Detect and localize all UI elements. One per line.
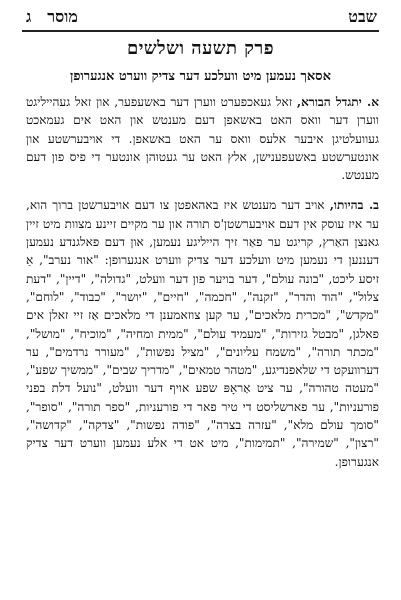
paragraph-text: זאל געאכפערט ווערן דער באשעפער, און זאל געהייליגט ווערן דער וואס האט באשאפן דעם מענטש און האט אים געמאכט געוועלטיגן איבער אלעס וואס ער האט באשאפן. די אויבערשטע און אונטערשטע באשעפענישן, אלץ האט ער געטוהן אונטער די פיס פון דעם מענטש. [26, 95, 379, 183]
header-page-letter: ג [26, 7, 32, 26]
header-left-group [26, 7, 78, 27]
paragraph-lead: א. יתגדל הבורא, [296, 95, 379, 109]
paragraph-alef [26, 93, 379, 184]
body-text [26, 93, 379, 588]
paragraph-lead: ב. בהיותו, [329, 198, 379, 213]
chapter-subtitle: אסאך נעמען מיט וועלכע דער צדיק ווערט אנגערופן [70, 69, 331, 84]
paragraph-bet [26, 196, 379, 470]
header-book-title: שבט [348, 7, 377, 26]
header-section-title: מוסר [47, 7, 78, 26]
running-header [26, 6, 377, 28]
chapter-title: פרק תשעה ושלשים [126, 38, 275, 59]
paragraph-text: אויב דער מענטש איז באהאפטן צו דעם אויבערשטן ברוך הוא, ער איז עוסק אין דעם אויבערשטן'ס תורה און ער מקיים זיינע מצוות מיט זיין גאנצן האַרץ, קריגט ער פאַר זיך הייליגע נעמען, און דעם פאלגנדע נעמען דעננען די נעמען מיט וועלכע דער צדיק ווערט אנגערופן: "אור נערב", אַ זיסע ליכט, "בונה עולם", דער בויער פון דער וועלט, "גדולה", "דיין", "דעת צלול", "הוד והדר", "זקנה", "חכמה", "חיים", "יושר", "כבוד", "לוחם", "מקדש", "מכרית מלאכים", ער קען צוזאמענן די מלאכים אַז זיי זאלן אים פאלגן, "מבטל גזירות", "מעמיד עולם", "ממית ומחיה", "מוכיח", "מושל", "מכתר תורה", "משמח עליונים", "מציל נפשות", "מעורר נרדמים", ער דערוועקט די שלאפנדיגע, "מטהר טמאים", "מדריך שבים", "ממשיך שפע", "מעטה טהורה", ער ציט אַראָפּ שפע אויף דער וועלט, "נועל דלת בפני פורעניות", ער פארשליסט די טיר פאר די פורעניות, "ספר תורה", "סופר", "סומך עולם מלא", "עזרה בצרה", "פודה נפשות", "צדקה", "קדושה", "רצון", "שמירה", "תמימות", מיט אט די אלע נעמען ווערט דער צדיק אנגערופן. [26, 198, 379, 469]
header-divider [22, 30, 379, 32]
